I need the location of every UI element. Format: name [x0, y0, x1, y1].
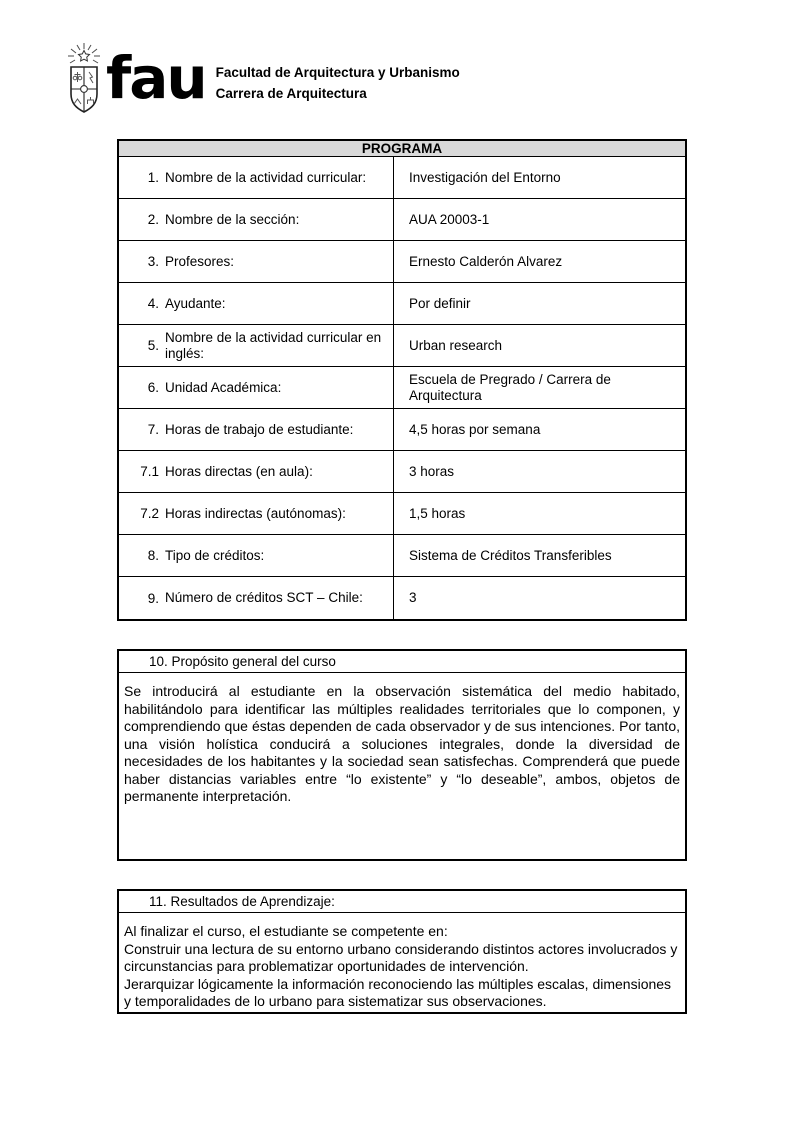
row-number: 4. [147, 296, 159, 311]
row-label-text: Nombre de la actividad curricular: [165, 169, 367, 185]
table-row [119, 493, 685, 535]
career-name: Carrera de Arquitectura [215, 86, 367, 101]
table-row [119, 577, 685, 619]
row-number: 7.2 [140, 506, 159, 521]
row-label [119, 157, 394, 198]
table-row [119, 535, 685, 577]
row-value: Urban research [409, 337, 503, 353]
table-row [119, 199, 685, 241]
row-value: Por definir [409, 295, 471, 311]
row-label-text: Nombre de la actividad curricular en inglés: [165, 329, 382, 361]
row-value: 4,5 horas por semana [409, 421, 541, 437]
row-label [119, 577, 394, 619]
row-label-text: Unidad Académica: [165, 379, 282, 395]
row-label [119, 283, 394, 324]
row-label-text: Nombre de la sección: [165, 211, 300, 227]
row-label-text: Ayudante: [165, 295, 226, 311]
row-label-text: Horas de trabajo de estudiante: [165, 421, 354, 437]
row-label [119, 367, 394, 408]
section-10-title: 10. Propósito general del curso [119, 651, 685, 673]
section-11-body [119, 913, 685, 1011]
table-row [119, 451, 685, 493]
table-row [119, 241, 685, 283]
university-crest-icon [64, 42, 104, 114]
table-title: PROGRAMA [119, 141, 685, 157]
row-value: 3 horas [409, 463, 455, 479]
row-label-text: Tipo de créditos: [165, 547, 265, 563]
table-row [119, 409, 685, 451]
section-11-line: Al finalizar el curso, el estudiante se competente en: [124, 923, 448, 939]
row-label [119, 535, 394, 576]
row-label [119, 199, 394, 240]
row-number: 9. [147, 590, 159, 606]
faculty-name: Facultad de Arquitectura y Urbanismo [215, 65, 460, 80]
row-value: 1,5 horas [409, 505, 466, 521]
row-value: Escuela de Pregrado / Carrera de Arquitectura [409, 371, 611, 403]
row-label-text: Horas indirectas (autónomas): [165, 505, 346, 521]
row-value: Investigación del Entorno [409, 169, 561, 185]
brand-text [216, 62, 460, 104]
row-number: 1. [147, 170, 159, 185]
section-10-body: Se introducirá al estudiante en la observación sistemática del medio habitado, habilitándolo para identificar las múltiples realidades territoriales que lo componen, y comprendiendo que éstas dependen de cada observador y de sus intenciones. Por tanto, una visión holística conducirá a soluciones integrales, donde la diversidad de necesidades de los habitantes y la sociedad sean satisfechas. Comprenderá que puede haber distancias variables entre “lo existente” y “lo deseable”, ambos, objetos de permanente interpretación. [124, 683, 680, 804]
row-value: AUA 20003-1 [409, 211, 490, 227]
program-table [117, 139, 687, 621]
row-label [119, 409, 394, 450]
row-label-text: Número de créditos SCT – Chile: [165, 590, 363, 605]
row-number: 2. [147, 212, 159, 227]
row-label [119, 325, 394, 366]
table-row [119, 325, 685, 367]
row-value: Ernesto Calderón Alvarez [409, 253, 563, 269]
row-label [119, 451, 394, 492]
row-number: 3. [147, 254, 159, 269]
row-label-text: Horas directas (en aula): [165, 463, 313, 479]
row-label [119, 493, 394, 534]
row-value: 3 [409, 590, 417, 605]
row-number: 8. [147, 548, 159, 563]
row-label-text: Profesores: [165, 253, 235, 269]
section-resultados-aprendizaje [117, 889, 687, 1014]
section-11-line: Construir una lectura de su entorno urbano considerando distintos actores involucrados y circunstancias para problematizar oportunidades de intervención. [124, 940, 678, 974]
table-row [119, 367, 685, 409]
table-row [119, 283, 685, 325]
section-11-title: 11. Resultados de Aprendizaje: [119, 891, 685, 913]
row-label [119, 241, 394, 282]
row-number: 6. [147, 380, 159, 395]
fau-logo: fau [106, 44, 206, 112]
row-value: Sistema de Créditos Transferibles [409, 547, 612, 563]
section-11-line: Jerarquizar lógicamente la información reconociendo las múltiples escalas, dimensiones y temporalidades de lo urbano para sistematizar sus observaciones. [124, 975, 672, 1009]
section-proposito-general [117, 649, 687, 861]
row-number: 7. [147, 422, 159, 437]
row-number: 5. [147, 338, 159, 353]
row-number: 7.1 [140, 464, 159, 479]
table-row [119, 157, 685, 199]
header-brand [64, 42, 460, 114]
